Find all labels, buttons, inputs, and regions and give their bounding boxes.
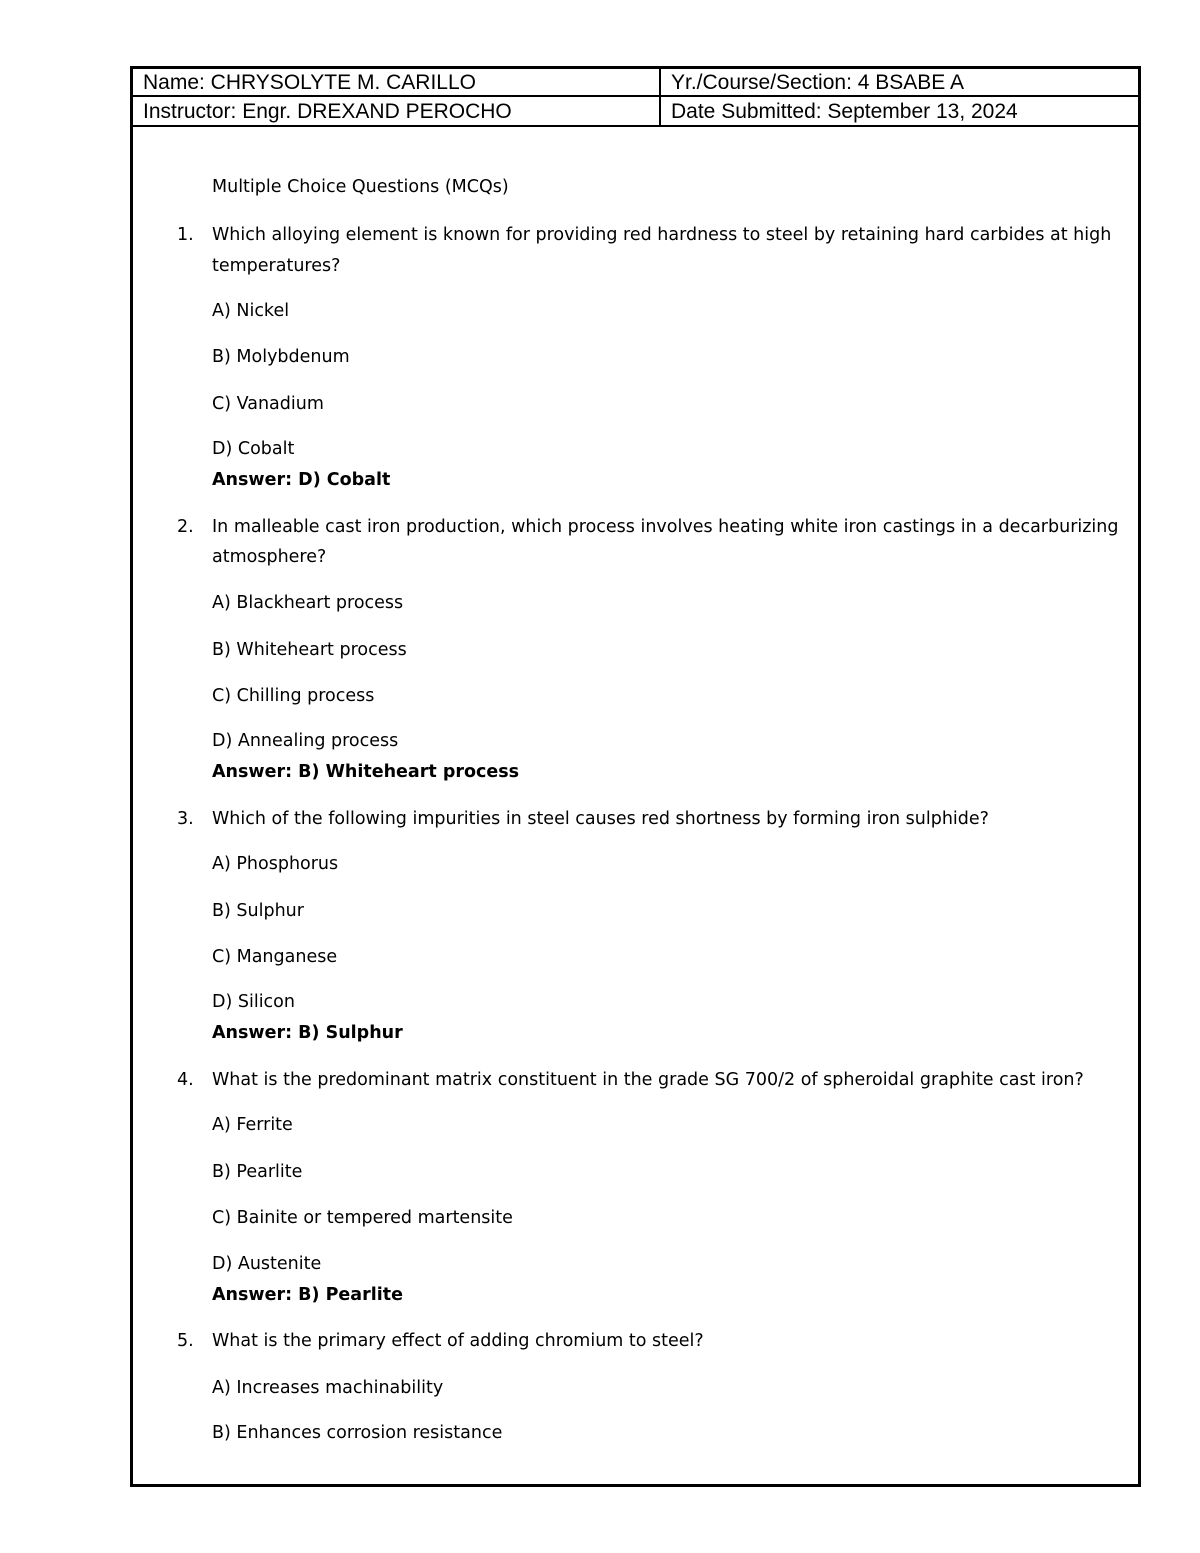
option: C) Manganese (212, 947, 338, 967)
option: C) Bainite or tempered martensite (212, 1208, 513, 1228)
question-text: Which alloying element is known for providing red hardness to steel by retaining hard carbides at high (212, 225, 1112, 245)
question-number: 2. (177, 517, 194, 537)
option: B) Molybdenum (212, 347, 350, 367)
option: B) Sulphur (212, 901, 304, 921)
question-text: What is the primary effect of adding chromium to steel? (212, 1331, 704, 1351)
question-text-cont: atmosphere? (212, 547, 327, 567)
option: A) Nickel (212, 301, 290, 321)
questions-content (133, 69, 1138, 1484)
question-text: Which of the following impurities in steel causes red shortness by forming iron sulphide? (212, 809, 989, 829)
option: D) Annealing process (212, 731, 399, 751)
document-frame (130, 66, 1141, 1487)
question-number: 5. (177, 1331, 194, 1351)
section-title: Multiple Choice Questions (MCQs) (212, 177, 509, 197)
option: D) Cobalt (212, 439, 295, 459)
answer: Answer: B) Sulphur (212, 1023, 403, 1043)
option: D) Austenite (212, 1254, 322, 1274)
option: B) Whiteheart process (212, 640, 407, 660)
answer: Answer: B) Pearlite (212, 1285, 403, 1305)
option: B) Enhances corrosion resistance (212, 1423, 503, 1443)
question-number: 3. (177, 809, 194, 829)
option: C) Vanadium (212, 394, 324, 414)
date-submitted: Date Submitted: September 13, 2024 (671, 100, 1018, 123)
answer: Answer: D) Cobalt (212, 470, 391, 490)
question-text-cont: temperatures? (212, 256, 341, 276)
option: A) Ferrite (212, 1115, 293, 1135)
question-number: 4. (177, 1070, 194, 1090)
option: B) Pearlite (212, 1162, 303, 1182)
student-name: Name: CHRYSOLYTE M. CARILLO (133, 69, 661, 95)
option: D) Silicon (212, 992, 295, 1012)
question-number: 1. (177, 225, 194, 245)
option: C) Chilling process (212, 686, 375, 706)
question-text: What is the predominant matrix constituent in the grade SG 700/2 of spheroidal graphite cast iron? (212, 1070, 1084, 1090)
question-text: In malleable cast iron production, which process involves heating white iron castings in a decarburizing (212, 517, 1119, 537)
instructor-name: Instructor: Engr. DREXAND PEROCHO (133, 97, 661, 125)
option: A) Phosphorus (212, 854, 339, 874)
option: A) Blackheart process (212, 593, 404, 613)
course-section: Yr./Course/Section: 4 BSABE A (671, 71, 964, 94)
option: A) Increases machinability (212, 1378, 444, 1398)
answer: Answer: B) Whiteheart process (212, 762, 520, 782)
